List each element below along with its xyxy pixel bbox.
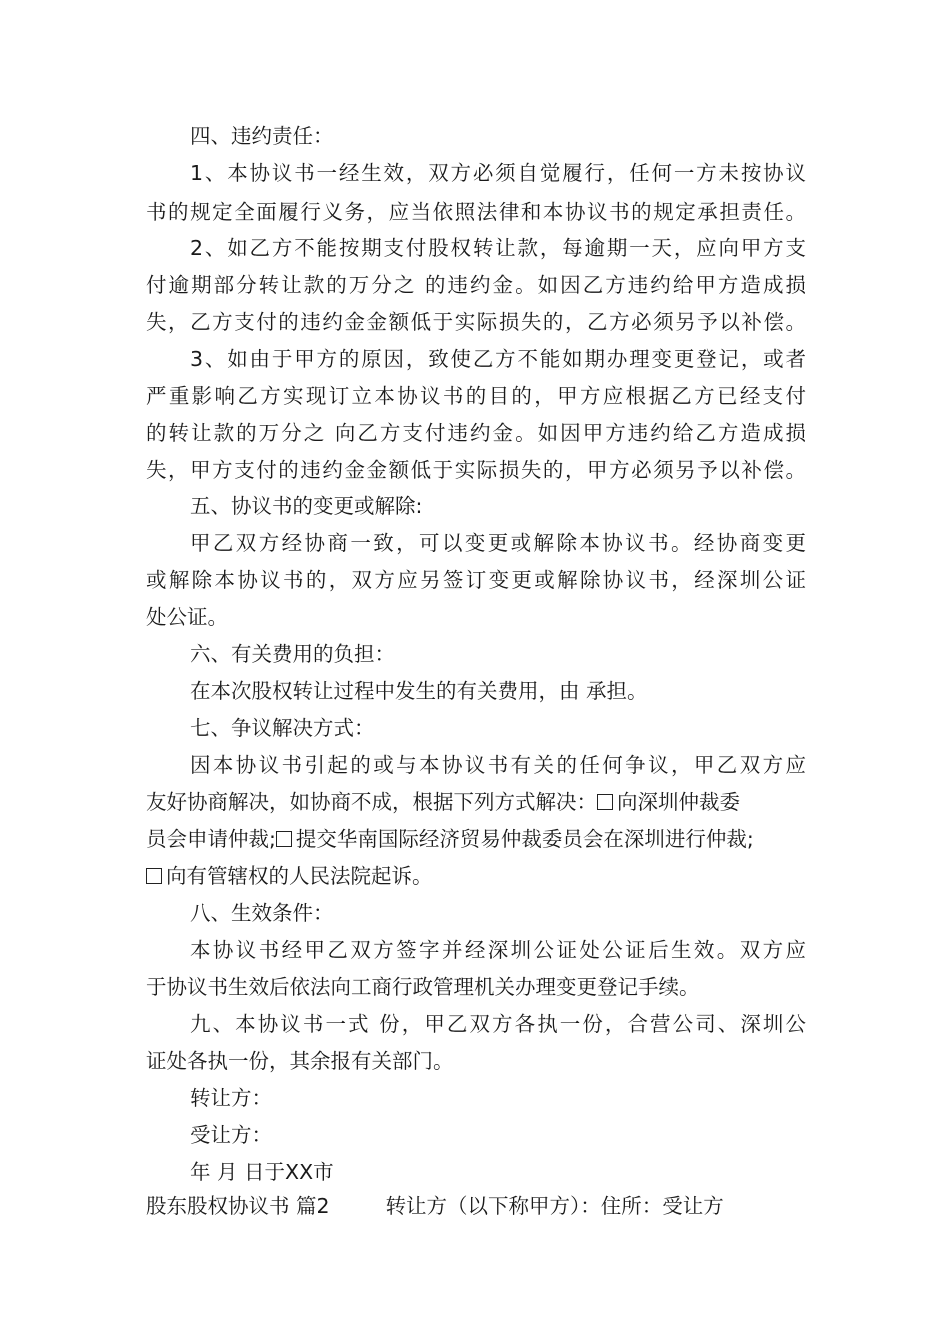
next-agreement-title: 股东股权协议书 篇2: [146, 1194, 330, 1218]
paragraph-line: [146, 826, 754, 852]
paragraph-line: 失，乙方支付的违约金金额低于实际损失的，乙方必须另予以补偿。: [146, 310, 806, 334]
section-8-title: 八、生效条件：: [190, 901, 334, 925]
section-5-title: 五、协议书的变更或解除:: [190, 494, 423, 518]
paragraph-text: 友好协商解决，如协商不成，根据下列方式解决：: [146, 790, 597, 814]
paragraph-line: 因本协议书引起的或与本协议书有关的任何争议，甲乙双方应: [190, 753, 806, 777]
paragraph-line: 于协议书生效后依法向工商行政管理机关办理变更登记手续。: [146, 975, 700, 999]
paragraph-line: 付逾期部分转让款的万分之 的违约金。如因乙方违约给甲方造成损: [146, 273, 806, 297]
section-4-title: 四、违约责任：: [190, 124, 334, 148]
option-shenzhen-arbitration-cont: 员会申请仲裁;: [146, 827, 276, 851]
paragraph-line: 在本次股权转让过程中发生的有关费用，由 承担。: [190, 679, 648, 703]
next-agreement-line: [146, 1193, 724, 1219]
paragraph-line: 失，甲方支付的违约金金额低于实际损失的，甲方必须另予以补偿。: [146, 458, 806, 482]
paragraph-line: 甲乙双方经协商一致，可以变更或解除本协议书。经协商变更: [190, 531, 806, 555]
transferee-signature-label: 受让方：: [190, 1123, 272, 1147]
option-cietac-south: 提交华南国际经济贸易仲裁委员会在深圳进行仲裁;: [295, 827, 754, 851]
paragraph-line: 1、本协议书一经生效，双方必须自觉履行，任何一方未按协议: [190, 161, 806, 185]
section-6-title: 六、有关费用的负担：: [190, 642, 395, 666]
paragraph-line: [146, 863, 433, 889]
paragraph-line: [146, 789, 740, 815]
section-9-line: 九、本协议书一式 份，甲乙双方各执一份，合营公司、深圳公: [190, 1012, 806, 1036]
paragraph-line: 处公证。: [146, 605, 228, 629]
date-place-line: 年 月 日于XX市: [190, 1160, 334, 1184]
paragraph-line: 或解除本协议书的，双方应另签订变更或解除协议书，经深圳公证: [146, 568, 806, 592]
option-shenzhen-arbitration: 向深圳仲裁委: [617, 790, 740, 814]
next-agreement-intro: 转让方（以下称甲方）：住所：受让方: [385, 1194, 724, 1218]
checkbox-icon: [146, 868, 162, 884]
option-court: 向有管辖权的人民法院起诉。: [166, 864, 433, 888]
checkbox-icon: [276, 831, 292, 847]
paragraph-line: 的转让款的万分之 向乙方支付违约金。如因甲方违约给乙方造成损: [146, 421, 806, 445]
paragraph-line: 书的规定全面履行义务，应当依照法律和本协议书的规定承担责任。: [146, 200, 806, 224]
paragraph-line: 严重影响乙方实现订立本协议书的目的，甲方应根据乙方已经支付: [146, 384, 806, 408]
paragraph-line: 2、如乙方不能按期支付股权转让款，每逾期一天，应向甲方支: [190, 236, 806, 260]
paragraph-line: 3、如由于甲方的原因，致使乙方不能如期办理变更登记，或者: [190, 347, 806, 371]
checkbox-icon: [597, 794, 613, 810]
section-7-title: 七、争议解决方式：: [190, 716, 375, 740]
transferor-signature-label: 转让方：: [190, 1086, 272, 1110]
paragraph-line: 本协议书经甲乙双方签字并经深圳公证处公证后生效。双方应: [190, 938, 806, 962]
paragraph-line: 证处各执一份，其余报有关部门。: [146, 1049, 454, 1073]
